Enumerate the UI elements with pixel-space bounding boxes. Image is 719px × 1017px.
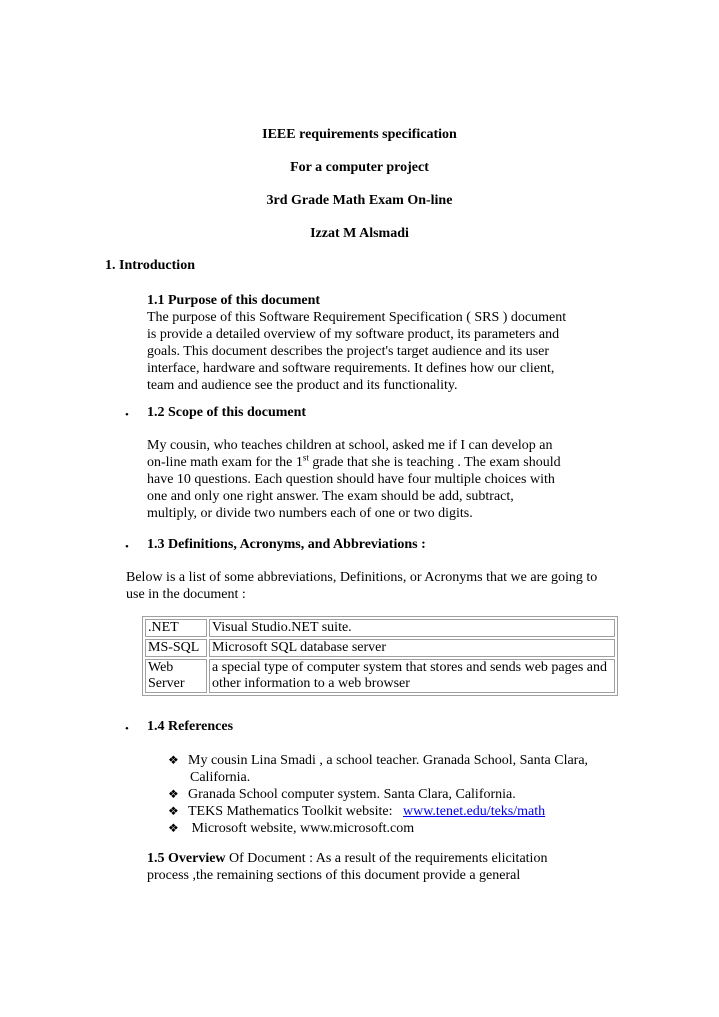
bullet-icon: • (125, 409, 129, 421)
doc-title: IEEE requirements specification (262, 127, 457, 142)
section-1-5-heading: 1.5 Overview (147, 851, 226, 866)
section-1-3-heading: 1.3 Definitions, Acronyms, and Abbreviations : (147, 537, 426, 552)
paragraph-text: grade that she is teaching . The exam should (308, 455, 561, 470)
reference-text: Granada School computer system. Santa Clara, California. (188, 787, 516, 802)
term-cell: Web Server (145, 659, 207, 693)
doc-subtitle: For a computer project (290, 160, 429, 175)
term-cell: MS-SQL (145, 639, 207, 657)
paragraph-line: Below is a list of some abbreviations, Definitions, or Acronyms that we are going to (126, 570, 598, 585)
section-1-3-intro (126, 569, 597, 603)
paragraph-text: Of Document : As a result of the requirements elicitation (225, 851, 548, 866)
ordinal-superscript: st (302, 452, 309, 463)
reference-item (168, 786, 588, 803)
diamond-bullet-icon: ❖ (168, 753, 179, 767)
term-cell: .NET (145, 619, 207, 637)
paragraph-line (147, 454, 561, 471)
section-1-1-heading: 1.1 Purpose of this document (147, 293, 321, 308)
paragraph-line: The purpose of this Software Requirement Specification ( SRS ) document (147, 310, 567, 325)
paragraph-text: on-line math exam for the 1 (147, 455, 303, 470)
definition-cell: Visual Studio.NET suite. (209, 619, 615, 637)
section-1-2-heading: 1.2 Scope of this document (147, 405, 307, 420)
paragraph-line: interface, hardware and software requirements. It defines how our client, (147, 361, 555, 376)
definitions-table (142, 616, 618, 696)
section-1-1 (147, 292, 566, 394)
paragraph-line: multiply, or divide two numbers each of one or two digits. (147, 506, 473, 521)
teks-toolkit-link[interactable]: www.tenet.edu/teks/math (402, 804, 546, 819)
diamond-bullet-icon: ❖ (168, 804, 179, 818)
reference-text: My cousin Lina Smadi , a school teacher. Granada School, Santa Clara, (188, 753, 589, 768)
reference-continuation: California. (190, 770, 251, 785)
paragraph-line: goals. This document describes the project's target audience and its user (147, 344, 550, 359)
reference-text: TEKS Mathematics Toolkit website: (188, 804, 403, 819)
reference-item (168, 752, 588, 769)
paragraph-line: My cousin, who teaches children at school, asked me if I can develop an (147, 438, 553, 453)
definition-cell: a special type of computer system that stores and sends web pages and other information to a web browser (209, 659, 615, 693)
bullet-icon: • (125, 723, 129, 735)
table-row (145, 659, 615, 693)
section-1-4-heading: 1.4 References (147, 719, 234, 734)
diamond-bullet-icon: ❖ (168, 787, 179, 801)
reference-item (168, 820, 588, 837)
paragraph-line: have 10 questions. Each question should have four multiple choices with (147, 472, 555, 487)
section-1-5 (147, 850, 547, 884)
paragraph-line (147, 850, 547, 867)
paragraph-line: process ,the remaining sections of this document provide a general (147, 868, 521, 883)
paragraph-line: team and audience see the product and its functionality. (147, 378, 458, 393)
section-introduction-heading: 1. Introduction (105, 258, 195, 273)
author-name: Izzat M Alsmadi (310, 226, 409, 241)
bullet-icon: • (125, 541, 129, 553)
reference-text: Microsoft website, www.microsoft.com (188, 821, 415, 836)
table-row (145, 619, 615, 637)
diamond-bullet-icon: ❖ (168, 821, 179, 835)
definition-cell: Microsoft SQL database server (209, 639, 615, 657)
paragraph-line: use in the document : (126, 587, 246, 602)
project-name: 3rd Grade Math Exam On-line (266, 193, 453, 208)
section-1-2-body (147, 437, 561, 522)
references-list (168, 752, 588, 837)
table-row (145, 639, 615, 657)
paragraph-line: is provide a detailed overview of my software product, its parameters and (147, 327, 560, 342)
paragraph-line: one and only one right answer. The exam should be add, subtract, (147, 489, 514, 504)
reference-item (168, 803, 588, 820)
